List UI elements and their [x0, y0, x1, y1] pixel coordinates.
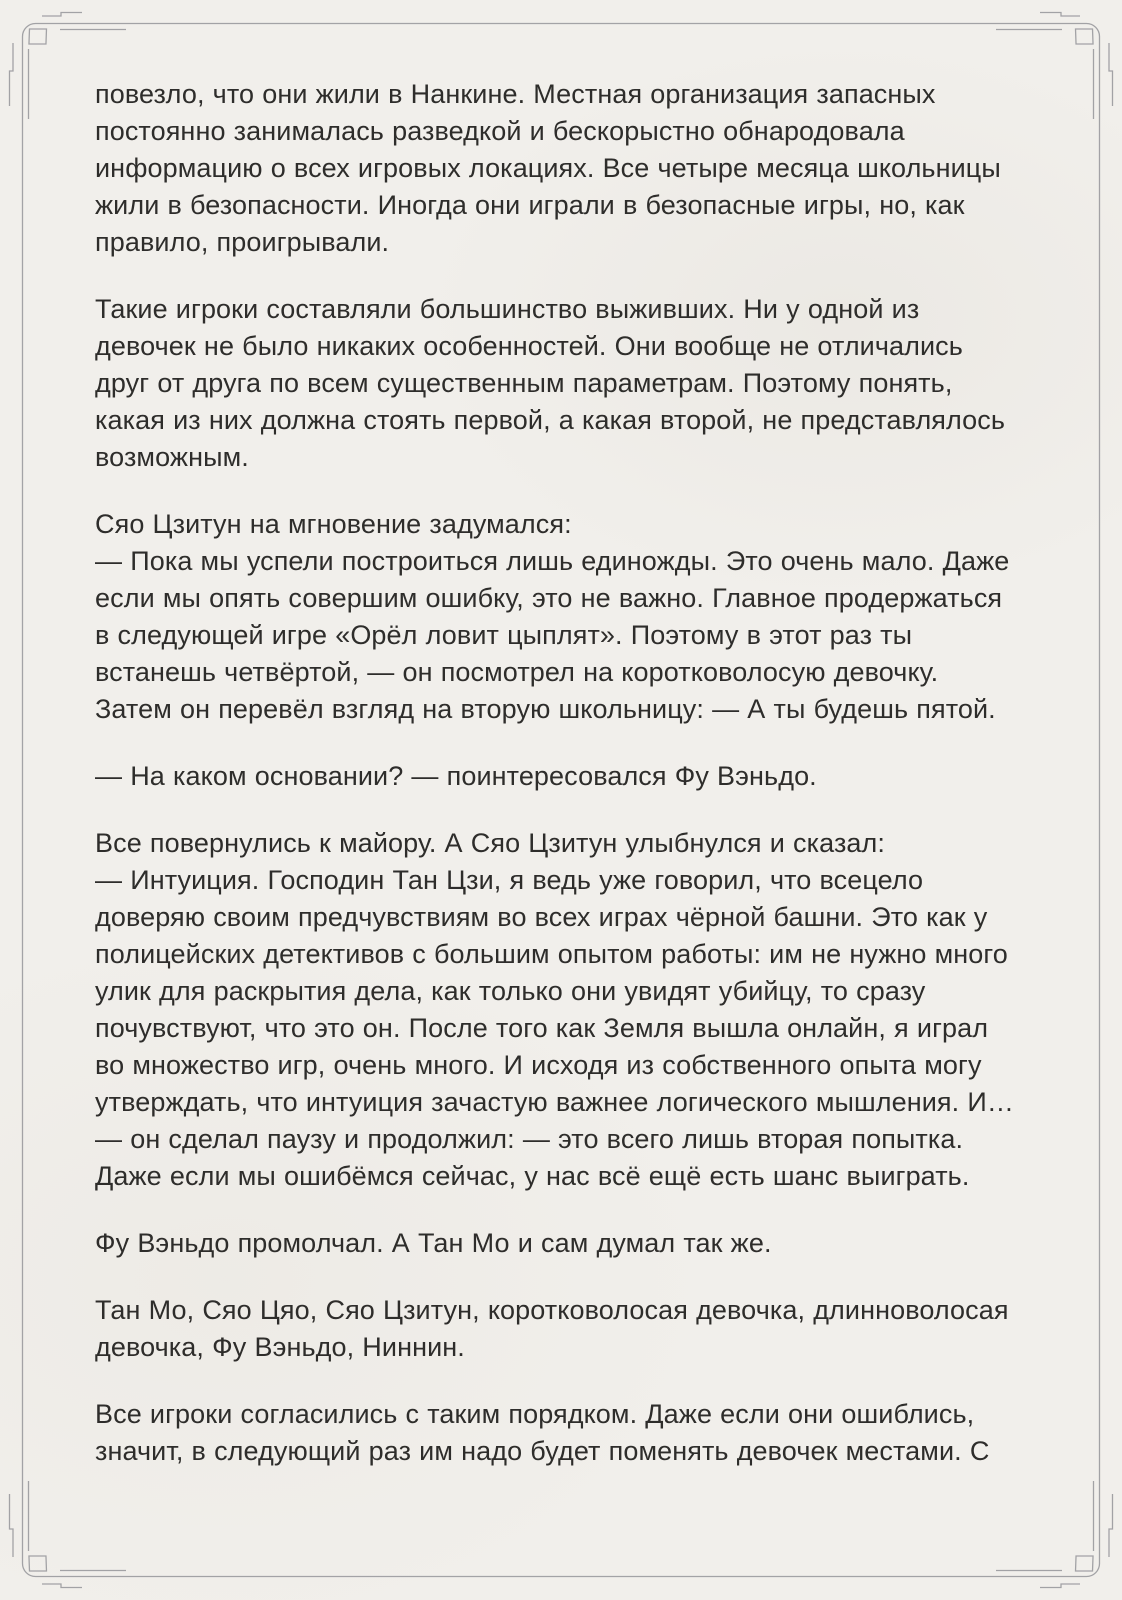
paragraph: — На каком основании? — поинтересовался Фу Вэньдо. [95, 761, 817, 791]
page-text [95, 76, 1017, 1500]
paragraph: Все игроки согласились с таким порядком. Даже если они ошиблись, значит, в следующий раз им надо будет поменять девочек местами. С [95, 1399, 990, 1466]
paragraph: повезло, что они жили в Нанкине. Местная организация запасных постоянно занималась разведкой и бескорыстно обнародовала информацию о всех игровых локациях. Все четыре месяца школьницы жили в безопасности. Иногда они играли в безопасные игры, но, как правило, проигрывали. [95, 79, 1001, 257]
paragraph: Все повернулись к майору. А Сяо Цзитун улыбнулся и сказал: — Интуиция. Господин Тан Цзи, я ведь уже говорил, что всецело доверяю своим предчувствиям во всех играх чёрной башни. Это как у полицейских детективов с большим опытом работы: им не нужно много улик для раскрытия дела, как только они увидят убийцу, то сразу почувствуют, что это он. После того как Земля вышла онлайн, я играл во множество игр, очень много. И исходя из собственного опыта могу утверждать, что интуиция зачастую важнее логического мышления. И… — он сделал паузу и продолжил: — это всего лишь вторая попытка. Даже если мы ошибёмся сейчас, у нас всё ещё есть шанс выиграть. [95, 828, 1014, 1191]
paragraph: Такие игроки составляли большинство выживших. Ни у одной из девочек не было никаких особенностей. Они вообще не отличались друг от друга по всем существенным параметрам. Поэтому понять, какая из них должна стоять первой, а какая второй, не представлялось возможным. [95, 294, 1006, 472]
paragraph: Фу Вэньдо промолчал. А Тан Мо и сам думал так же. [95, 1228, 772, 1258]
paragraph: Тан Мо, Сяо Цяо, Сяо Цзитун, коротковолосая девочка, длинноволосая девочка, Фу Вэньдо, Ниннин. [95, 1295, 1009, 1362]
paragraph: Сяо Цзитун на мгновение задумался: — Пока мы успели построиться лишь единожды. Это очень мало. Даже если мы опять совершим ошибку, это не важно. Главное продержаться в следующей игре «Орёл ловит цыплят». Поэтому в этот раз ты встанешь четвёртой, — он посмотрел на коротковолосую девочку. Затем он перевёл взгляд на вторую школьницу: — А ты будешь пятой. [95, 509, 1010, 724]
